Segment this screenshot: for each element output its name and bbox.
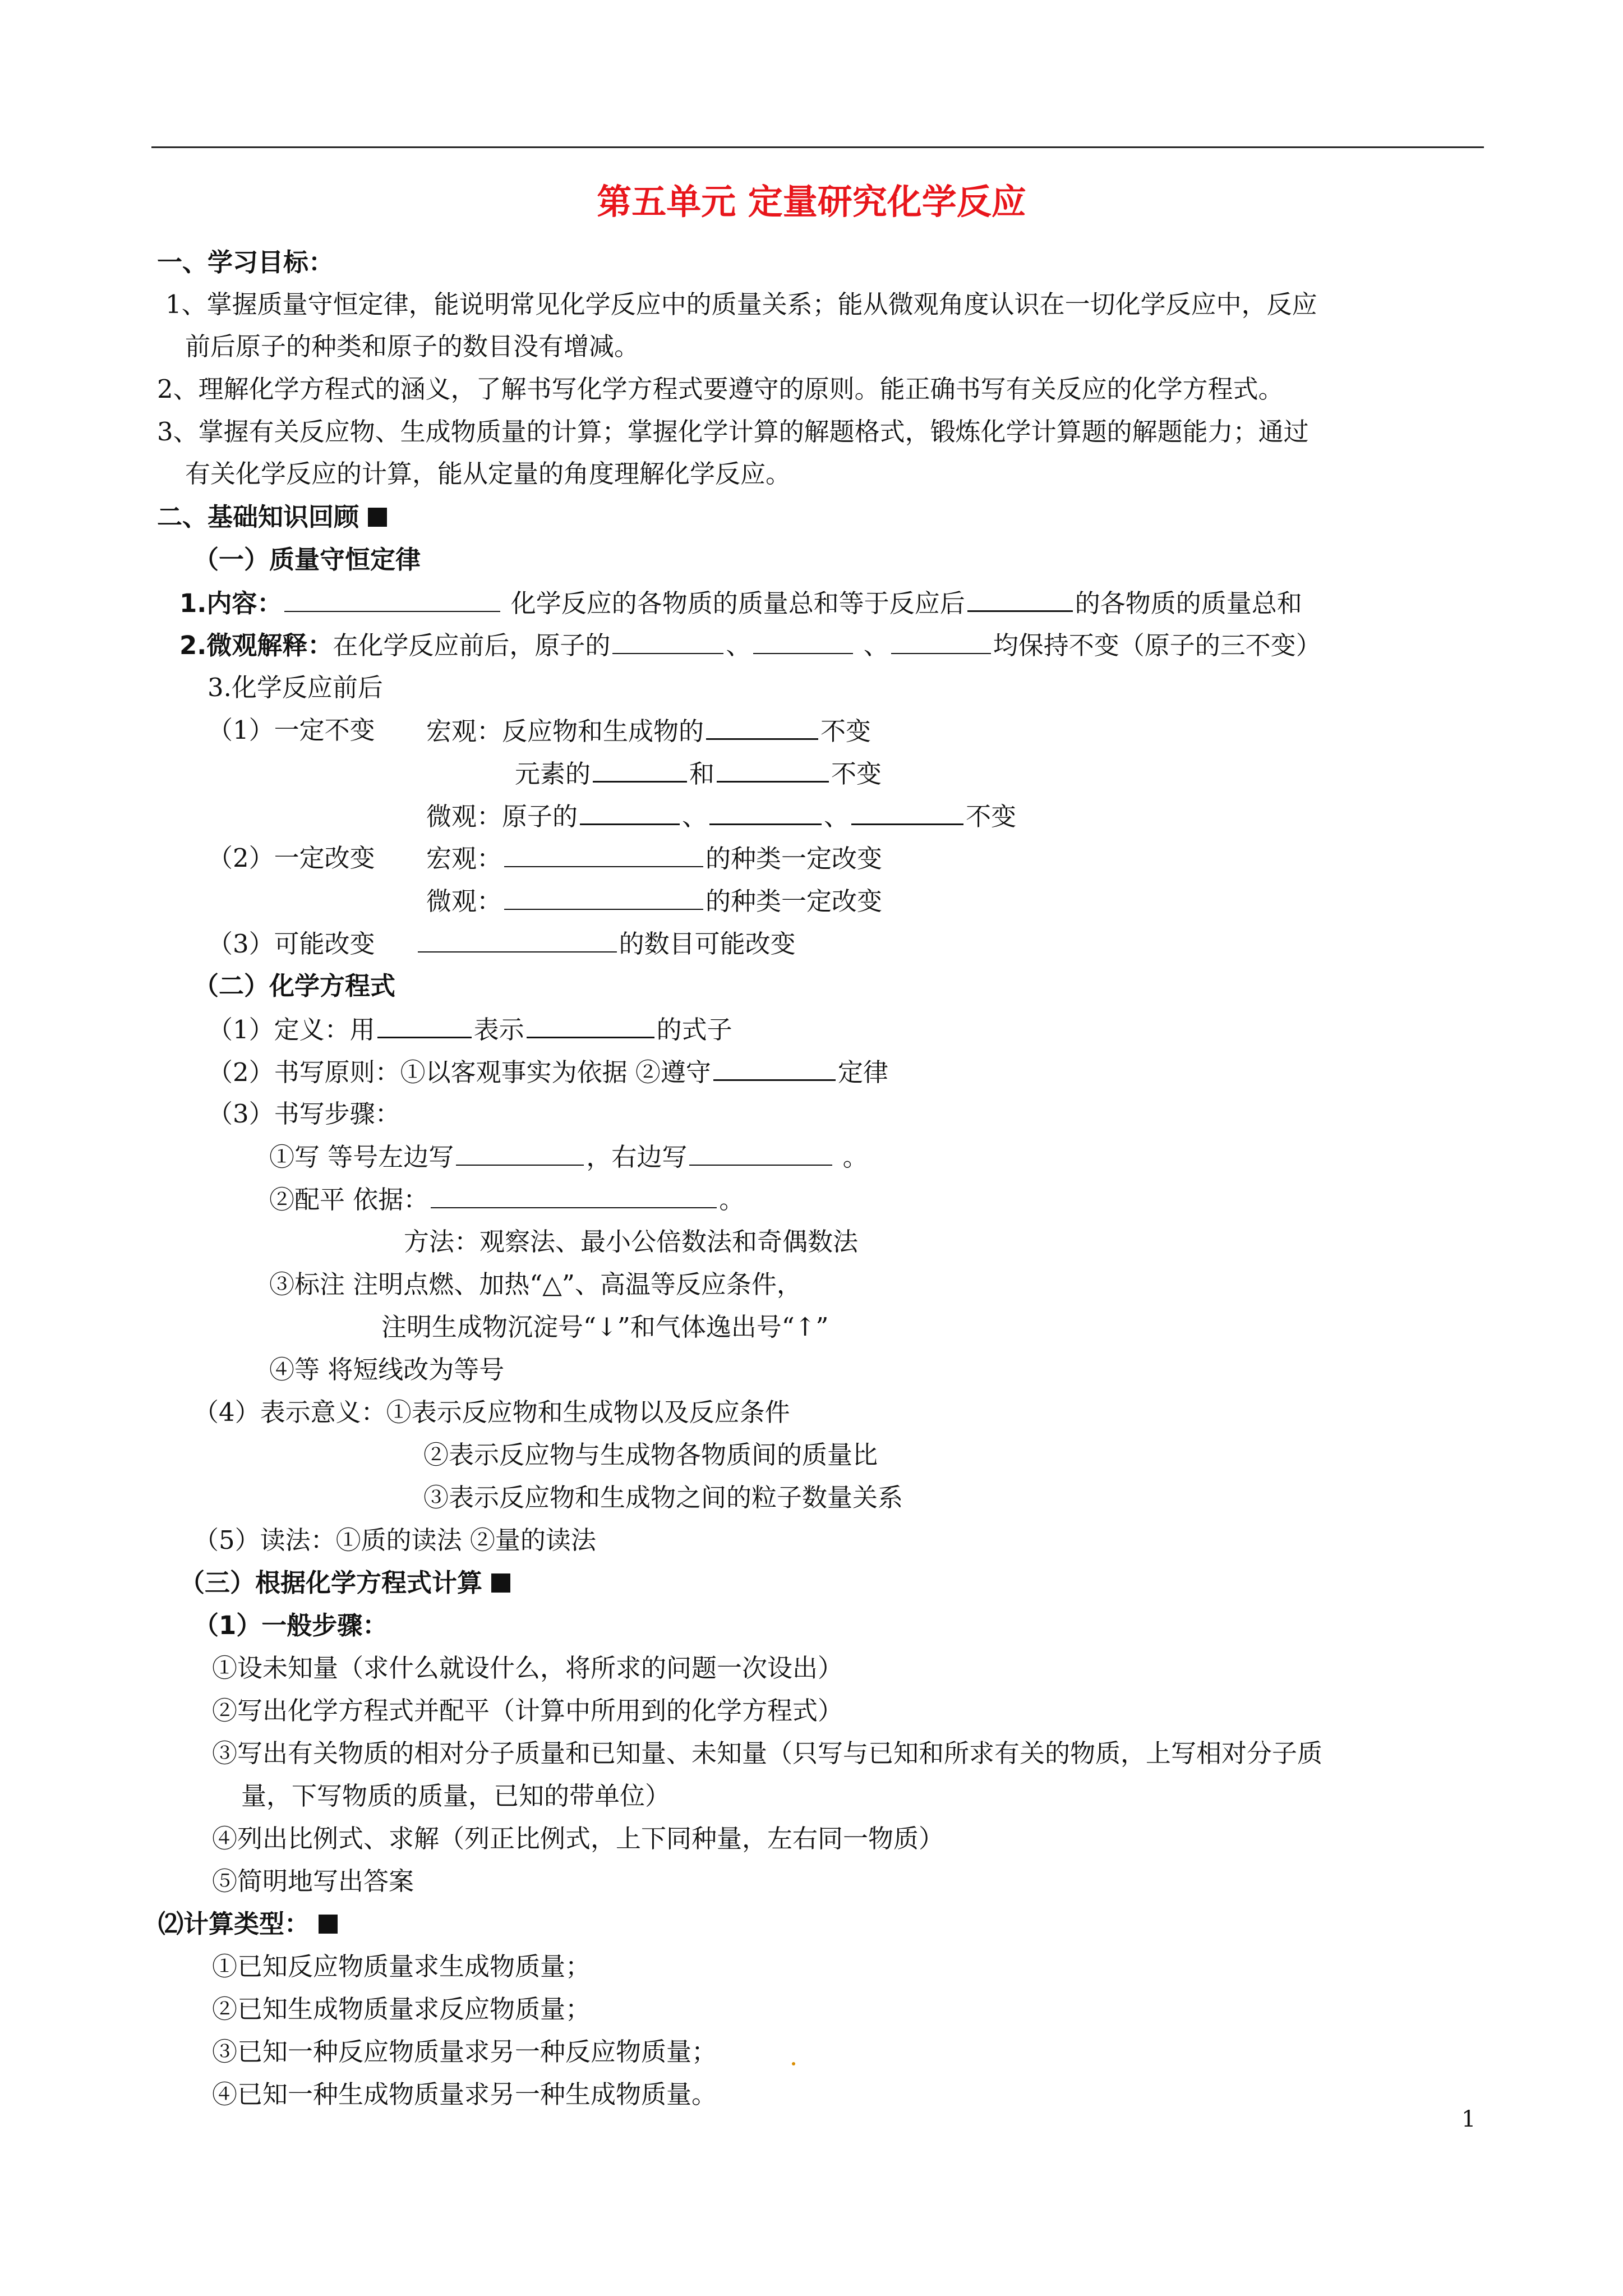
square-marker-icon (319, 1915, 338, 1934)
goal-2: 2、理解化学方程式的涵义，了解书写化学方程式要遵守的原则。能正确书写有关反应的化学方程式。 (157, 374, 1284, 404)
blank[interactable] (753, 628, 853, 654)
calc-type-3: ③已知一种反应物质量求另一种反应物质量； (212, 2037, 717, 2067)
part-1-heading: （一）质量守恒定律 (193, 545, 421, 574)
step-annotate-symbols: 注明生成物沉淀号“↓”和气体逸出号“↑” (381, 1312, 829, 1342)
calc-type-2: ②已知生成物质量求反应物质量； (212, 1994, 591, 2024)
blank[interactable] (418, 927, 617, 953)
calc-step-1: ①设未知量（求什么就设什么，将所求的问题一次设出） (212, 1653, 843, 1683)
steps-heading: （3）书写步骤： (208, 1099, 400, 1129)
step-write: ①写 等号左边写 ，右边写 。 (269, 1140, 868, 1174)
blank[interactable] (612, 628, 723, 654)
blank[interactable] (593, 756, 687, 783)
calc-type-4: ④已知一种生成物质量求另一种生成物质量。 (212, 2079, 717, 2109)
changed-macro-line: 宏观： 的种类一定改变 (426, 841, 882, 876)
page-number: 1 (1461, 2106, 1476, 2132)
goal-1-line-1: 1、掌握质量守恒定律，能说明常见化学反应中的质量关系；能从微观角度认识在一切化学反应中，反应 (165, 289, 1317, 319)
step-balance: ②配平 依据： 。 (269, 1182, 744, 1217)
calc-type-1: ①已知反应物质量求生成物质量； (212, 1952, 591, 1981)
definition-line: （1）定义：用 表示 的式子 (208, 1012, 732, 1047)
header-rule (151, 146, 1484, 148)
blank[interactable] (504, 884, 703, 910)
unchanged-element-line: 元素的 和 不变 (515, 756, 882, 791)
step-equals: ④等 将短线改为等号 (269, 1355, 505, 1384)
reading-line: （5）读法：①质的读法 ②量的读法 (193, 1525, 596, 1555)
square-marker-icon (368, 508, 387, 527)
blank[interactable] (891, 628, 991, 654)
blank[interactable] (709, 799, 822, 825)
blank[interactable] (851, 799, 963, 825)
meaning-3: ③表示反应物和生成物之间的粒子数量关系 (423, 1483, 903, 1512)
blank[interactable] (456, 1140, 584, 1166)
part-2-heading: （二）化学方程式 (193, 971, 396, 1001)
calc-step-2: ②写出化学方程式并配平（计算中所用到的化学方程式） (212, 1696, 843, 1726)
blank[interactable] (717, 756, 829, 783)
goal-3-line-2: 有关化学反应的计算，能从定量的角度理解化学反应。 (185, 459, 791, 489)
blank[interactable] (689, 1140, 832, 1166)
calc-step-3-line-1: ③写出有关物质的相对分子质量和已知量、未知量（只写与已知和所求有关的物质，上写相对分子质 (212, 1738, 1323, 1768)
section-1-heading: 一、学习目标： (157, 247, 334, 277)
blank[interactable] (504, 841, 703, 867)
calc-step-5: ⑤简明地写出答案 (212, 1866, 414, 1896)
general-steps-heading: （1）一般步骤： (193, 1611, 388, 1640)
calc-step-4: ④列出比例式、求解（列正比例式，上下同种量，左右同一物质） (212, 1824, 944, 1853)
blank[interactable] (284, 586, 500, 612)
changed-micro-line: 微观： 的种类一定改变 (426, 884, 882, 918)
content-line: 1.内容： 化学反应的各物质的质量总和等于反应后 的各物质的质量总和 (179, 586, 1302, 620)
unchanged-micro-line: 微观：原子的 、 、 不变 (426, 799, 1016, 834)
blank[interactable] (431, 1182, 717, 1208)
step-balance-method: 方法：观察法、最小公倍数法和奇偶数法 (404, 1227, 859, 1257)
calc-types-heading: ⑵计算类型： (158, 1907, 338, 1941)
blank[interactable] (713, 1055, 836, 1081)
meaning-2: ②表示反应物与生成物各物质间的质量比 (423, 1440, 878, 1470)
goal-1-line-2: 前后原子的种类和原子的数目没有增减。 (185, 332, 640, 361)
goal-3-line-1: 3、掌握有关反应物、生成物质量的计算；掌握化学计算的解题格式，锻炼化学计算题的解题能力；通过 (157, 417, 1309, 447)
may-change-line: （3）可能改变 的数目可能改变 (208, 927, 796, 961)
before-after-heading: 3.化学反应前后 (208, 673, 383, 702)
micro-explanation-line: 2.微观解释：在化学反应前后，原子的 、 、 均保持不变（原子的三不变） (179, 628, 1321, 662)
blank[interactable] (706, 714, 818, 740)
blank[interactable] (967, 586, 1073, 612)
unchanged-macro-line: 宏观：反应物和生成物的 不变 (426, 714, 871, 748)
step-annotate: ③标注 注明点燃、加热“△”、高温等反应条件， (269, 1269, 802, 1299)
principle-line: （2）书写原则：①以客观事实为依据 ②遵守 定律 (208, 1055, 888, 1089)
calc-step-3-line-2: 量，下写物质的质量，已知的带单位） (241, 1781, 671, 1811)
blank[interactable] (580, 799, 680, 825)
changed-label: （2）一定改变 (208, 843, 375, 873)
stray-dot (792, 2062, 795, 2065)
meaning-1: （4）表示意义：①表示反应物和生成物以及反应条件 (193, 1397, 790, 1427)
square-marker-icon (491, 1573, 510, 1593)
page-title: 第五单元 定量研究化学反应 (597, 181, 1026, 222)
part-3-heading: （三）根据化学方程式计算 (179, 1566, 510, 1600)
unchanged-label: （1）一定不变 (208, 715, 375, 745)
blank[interactable] (527, 1012, 654, 1038)
section-2-heading: 二、基础知识回顾 (157, 500, 387, 534)
blank[interactable] (377, 1012, 472, 1038)
